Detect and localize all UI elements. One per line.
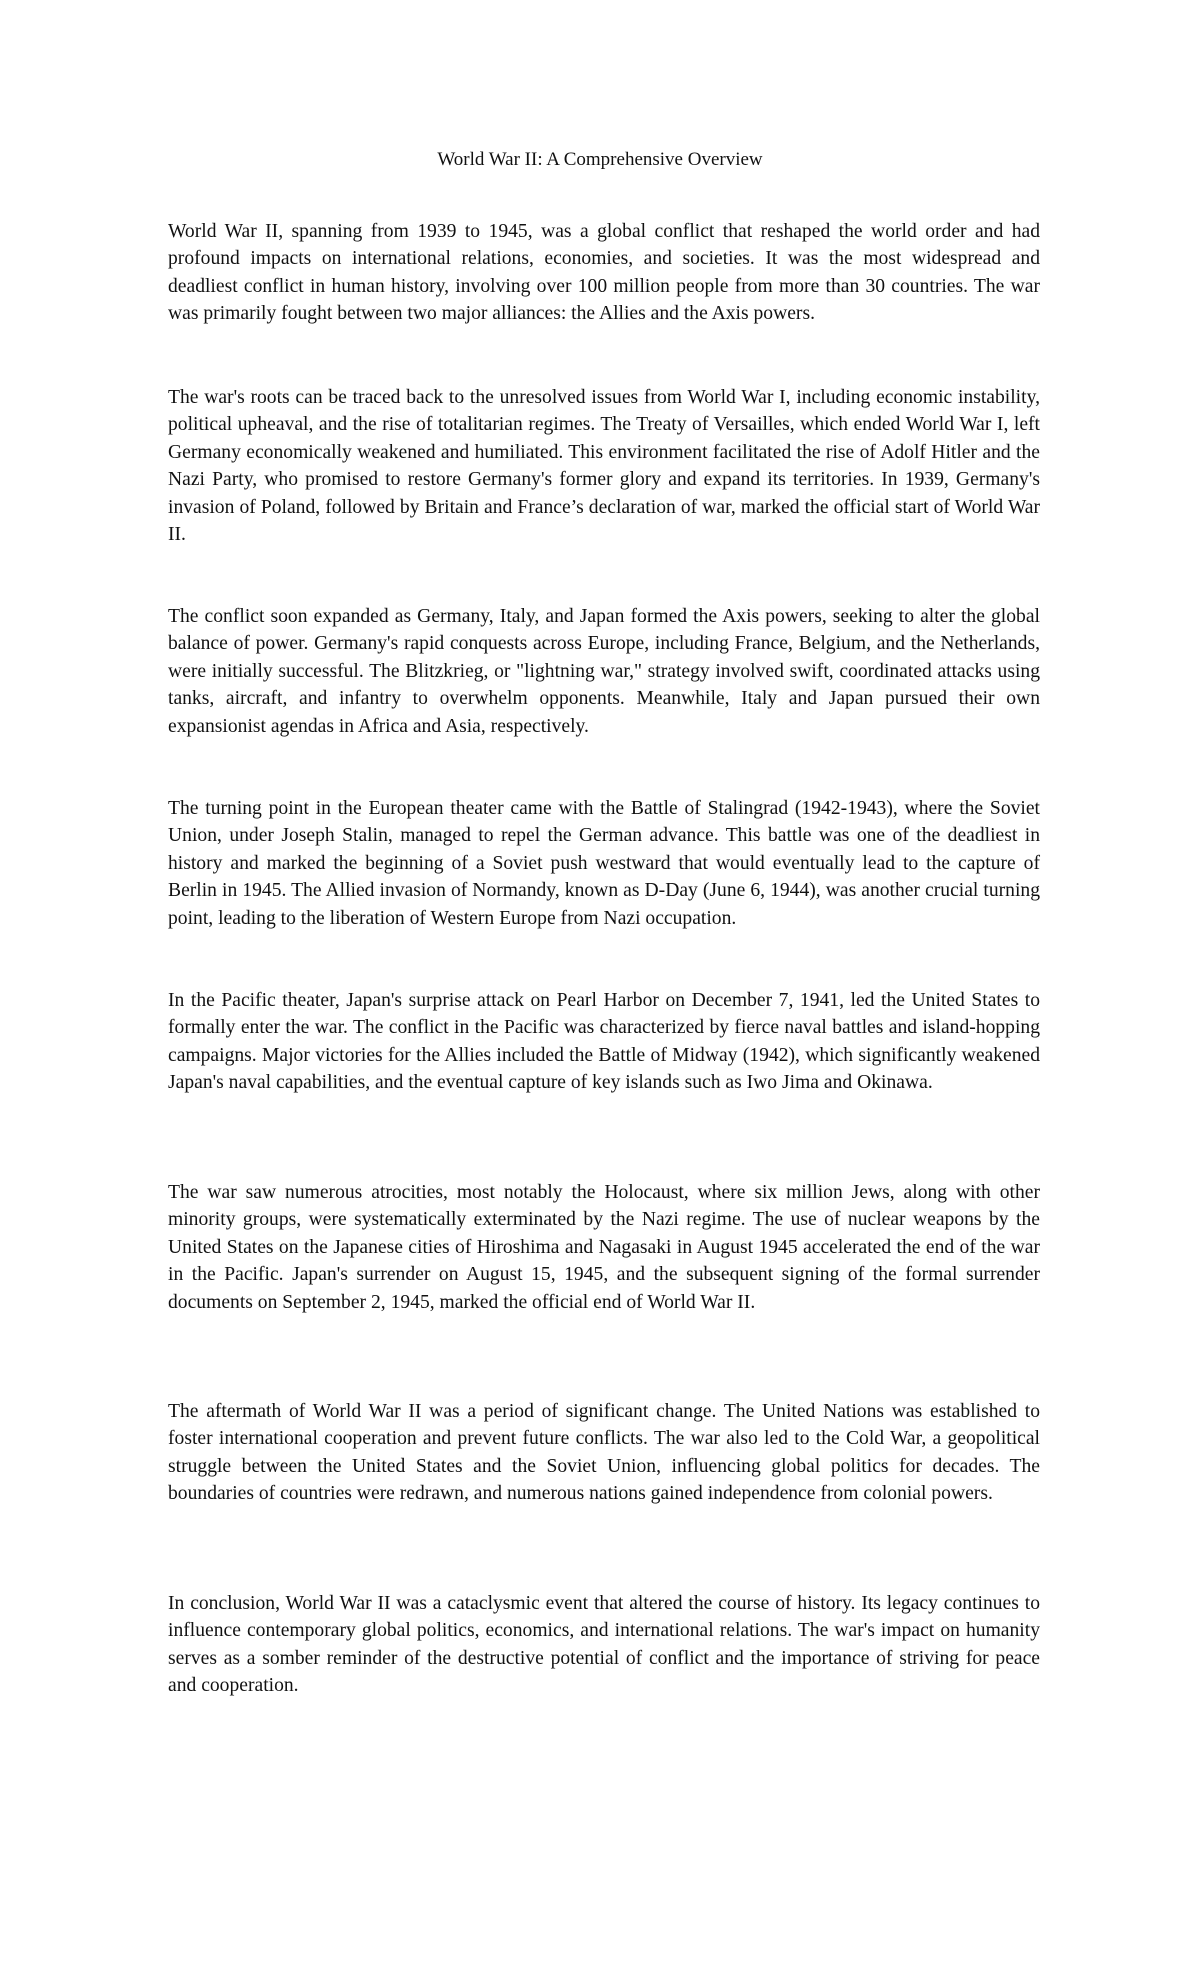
document-title: World War II: A Comprehensive Overview — [437, 149, 763, 170]
paragraph-expansion: The conflict soon expanded as Germany, Italy, and Japan formed the Axis powers, seeking to alter the global balance of power. Germany's rapid conquests across Europe, including France, Belgium, and the Netherlands, were initially successful. The Blitzkrieg, or "lightning war," strategy involved swift, coordinated attacks using tanks, aircraft, and infantry to overwhelm opponents. Meanwhile, Italy and Japan pursued their own expansionist agendas in Africa and Asia, respectively. — [168, 606, 1040, 737]
paragraph-roots: The war's roots can be traced back to the unresolved issues from World War I, including economic instability, political upheaval, and the rise of totalitarian regimes. The Treaty of Versailles, which ended World War I, left Germany economically weakened and humiliated. This environment facilitated the rise of Adolf Hitler and the Nazi Party, who promised to restore Germany's former glory and expand its territories. In 1939, Germany's invasion of Poland, followed by Britain and France’s declaration of war, marked the official start of World War II. — [168, 387, 1040, 546]
paragraph-atrocities-end: The war saw numerous atrocities, most notably the Holocaust, where six million Jews, along with other minority groups, were systematically exterminated by the Nazi regime. The use of nuclear weapons by the United States on the Japanese cities of Hiroshima and Nagasaki in August 1945 accelerated the end of the war in the Pacific. Japan's surrender on August 15, 1945, and the subsequent signing of the formal surrender documents on September 2, 1945, marked the official end of World War II. — [168, 1182, 1040, 1313]
paragraph-european-theater: The turning point in the European theater came with the Battle of Stalingrad (1942-1943), where the Soviet Union, under Joseph Stalin, managed to repel the German advance. This battle was one of the deadliest in history and marked the beginning of a Soviet push westward that would eventually lead to the capture of Berlin in 1945. The Allied invasion of Normandy, known as D-Day (June 6, 1944), was another crucial turning point, leading to the liberation of Western Europe from Nazi occupation. — [168, 798, 1040, 929]
paragraph-conclusion: In conclusion, World War II was a cataclysmic event that altered the course of history. Its legacy continues to influence contemporary global politics, economics, and international relations. The war's impact on humanity serves as a somber reminder of the destructive potential of conflict and the importance of striving for peace and cooperation. — [168, 1593, 1040, 1697]
paragraph-introduction: World War II, spanning from 1939 to 1945, was a global conflict that reshaped the world order and had profound impacts on international relations, economies, and societies. It was the most widespread and deadliest conflict in human history, involving over 100 million people from more than 30 countries. The war was primarily fought between two major alliances: the Allies and the Axis powers. — [168, 221, 1040, 325]
paragraph-aftermath: The aftermath of World War II was a period of significant change. The United Nations was established to foster international cooperation and prevent future conflicts. The war also led to the Cold War, a geopolitical struggle between the United States and the Soviet Union, influencing global politics for decades. The boundaries of countries were redrawn, and numerous nations gained independence from colonial powers. — [168, 1401, 1040, 1505]
paragraph-pacific-theater: In the Pacific theater, Japan's surprise attack on Pearl Harbor on December 7, 1941, led the United States to formally enter the war. The conflict in the Pacific was characterized by fierce naval battles and island-hopping campaigns. Major victories for the Allies included the Battle of Midway (1942), which significantly weakened Japan's naval capabilities, and the eventual capture of key islands such as Iwo Jima and Okinawa. — [168, 990, 1040, 1094]
